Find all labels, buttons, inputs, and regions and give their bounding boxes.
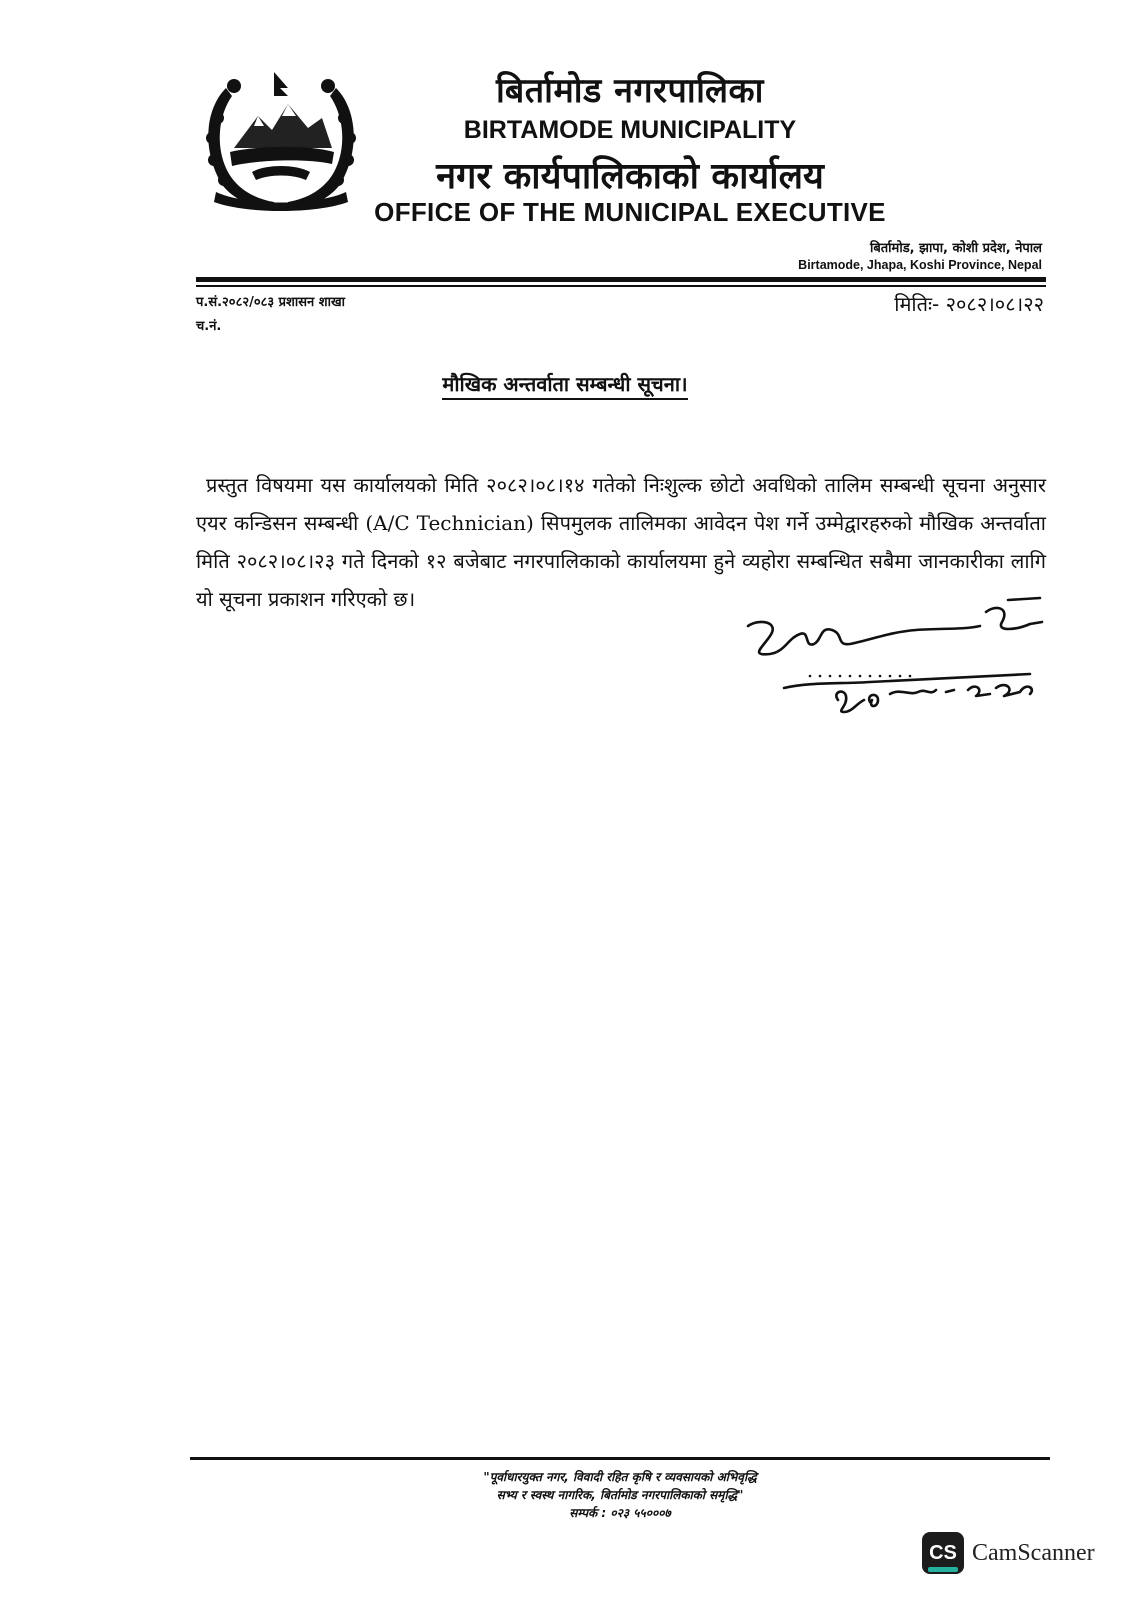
office-name-nepali: नगर कार्यपालिकाको कार्यालय: [436, 156, 824, 197]
letter-date: मितिः- २०८२।०८।२२: [894, 292, 1044, 316]
footer-motto-line-1: "पूर्वाधारयुक्त नगर, विवादी रहित कृषि र व्यवसायको अभिवृद्धि: [483, 1470, 757, 1484]
camscanner-watermark: CamScanner: [972, 1540, 1095, 1566]
address-english: Birtamode, Jhapa, Koshi Province, Nepal: [798, 258, 1042, 272]
dispatch-number: च.नं.: [196, 319, 222, 334]
footer-divider: [190, 1457, 1050, 1460]
office-name-english: OFFICE OF THE MUNICIPAL EXECUTIVE: [374, 197, 886, 227]
header-divider: [196, 277, 1046, 282]
header-divider-thin: [196, 285, 1046, 287]
handwritten-signature: [740, 596, 1060, 736]
footer-motto-line-2: सभ्य र स्वस्थ नागरिक, बिर्तामोड नगरपालिकाको समृद्धि": [496, 1488, 744, 1502]
address-nepali: बिर्तामोड, झापा, कोशी प्रदेश, नेपाल: [869, 241, 1042, 256]
footer-contact: सम्पर्क : ०२३ ५५०००७: [569, 1506, 671, 1520]
notice-subject: [0, 370, 1130, 397]
notice-subject-text: मौखिक अन्तर्वाता सम्बन्धी सूचना।: [442, 372, 687, 400]
camscanner-logo-icon: CS: [922, 1532, 964, 1574]
municipality-name-english: BIRTAMODE MUNICIPALITY: [463, 116, 797, 144]
notice-body: प्रस्तुत विषयमा यस कार्यालयको मिति २०८२।०८।१४ गतेको निःशुल्क छोटो अवधिको तालिम सम्बन्धी सूचना अनुसार एयर कन्डिसन सम्बन्धी (A/C Technician) सिपमुलक तालिमका आवेदन पेश गर्ने उम्मेद्वारहरुको मौखिक अन्तर्वाता मिति २०८२।०८।२३ गते दिनको १२ बजेबाट नगरपालिकाको कार्यालयमा हुने व्यहोरा सम्बन्धित सबैमा जानकारीका लागि यो सूचना प्रकाशन गरिएको छ।: [196, 473, 1046, 611]
letter-number: प.सं.२०८२/०८३ प्रशासन शाखा: [196, 295, 345, 310]
camscanner-logo-accent: [928, 1567, 958, 1572]
municipality-name-nepali: बिर्तामोड नगरपालिका: [496, 71, 764, 111]
